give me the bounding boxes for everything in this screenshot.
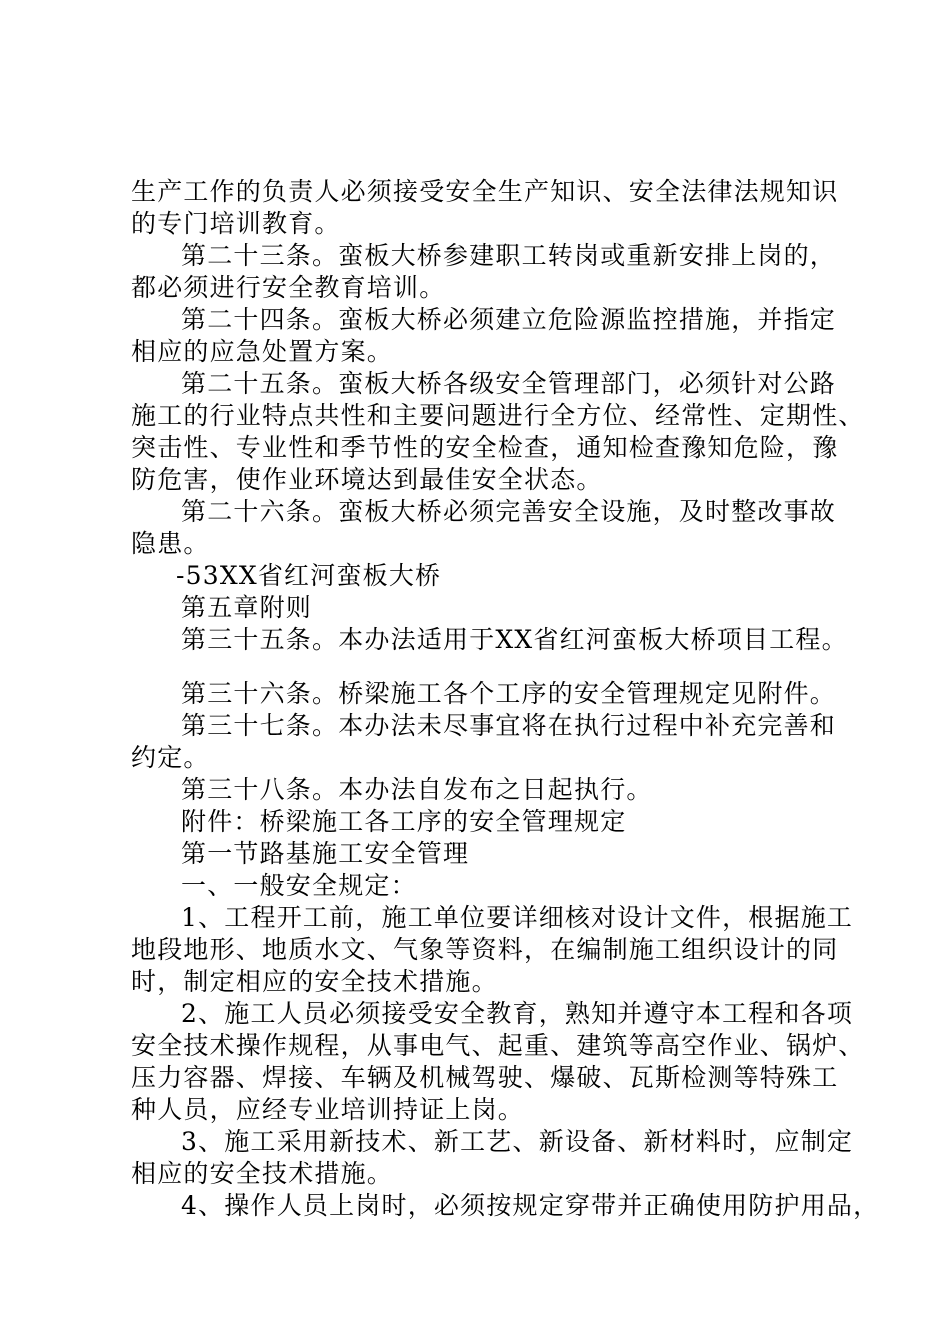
text-line: 防危害，使作业环境达到最佳安全状态。 [131, 465, 603, 494]
text-line: 都必须进行安全教育培训。 [131, 273, 446, 302]
text-line: 第三十七条。本办法未尽事宜将在执行过程中补充完善和 [181, 711, 837, 740]
text-line: 压力容器、焊接、车辆及机械驾驶、爆破、瓦斯检测等特殊工 [131, 1063, 839, 1092]
text-line: 第二十五条。蛮板大桥各级安全管理部门，必须针对公路 [181, 369, 837, 398]
text-line: 2、施工人员必须接受安全教育，熟知并遵守本工程和各项 [181, 999, 854, 1028]
text-line: 施工的行业特点共性和主要问题进行全方位、经常性、定期性、 [131, 401, 865, 430]
chapter-heading: 第五章附则 [181, 593, 313, 622]
text-line: 第二十六条。蛮板大桥必须完善安全设施，及时整改事故 [181, 497, 837, 526]
text-line: 时，制定相应的安全技术措施。 [131, 967, 498, 996]
text-line: 安全技术操作规程，从事电气、起重、建筑等高空作业、锅炉、 [131, 1031, 865, 1060]
text-line: 生产工作的负责人必须接受安全生产知识、安全法律法规知识 [131, 177, 839, 206]
text-line: 相应的应急处置方案。 [131, 337, 394, 366]
text-line: 4、操作人员上岗时，必须按规定穿带并正确使用防护用品， [181, 1191, 880, 1220]
section-heading: 第一节路基施工安全管理 [181, 839, 470, 868]
text-line: 第二十三条。蛮板大桥参建职工转岗或重新安排上岗的， [181, 241, 837, 270]
text-line: 突击性、专业性和季节性的安全检查，通知检查豫知危险，豫 [131, 433, 839, 462]
text-line: 约定。 [131, 743, 210, 772]
text-line: 的专门培训教育。 [131, 209, 341, 238]
text-line: 第三十五条。本办法适用于XX省红河蛮板大桥项目工程。 [181, 625, 848, 654]
text-line: 1、工程开工前，施工单位要详细核对设计文件，根据施工 [181, 903, 854, 932]
text-line: 隐患。 [131, 529, 210, 558]
text-line: 附件：桥梁施工各工序的安全管理规定 [181, 807, 627, 836]
text-line: 种人员，应经专业培训持证上岗。 [131, 1095, 525, 1124]
text-line: 相应的安全技术措施。 [131, 1159, 394, 1188]
text-line: 第三十八条。本办法自发布之日起执行。 [181, 775, 653, 804]
text-line: 3、施工采用新技术、新工艺、新设备、新材料时，应制定 [181, 1127, 854, 1156]
subsection-heading: 一、一般安全规定： [181, 871, 417, 900]
text-line: 第二十四条。蛮板大桥必须建立危险源监控措施，并指定 [181, 305, 837, 334]
text-line: 地段地形、地质水文、气象等资料，在编制施工组织设计的同 [131, 935, 839, 964]
text-line: 第三十六条。桥梁施工各个工序的安全管理规定见附件。 [181, 679, 837, 708]
text-line: -53XX省红河蛮板大桥 [176, 561, 442, 590]
